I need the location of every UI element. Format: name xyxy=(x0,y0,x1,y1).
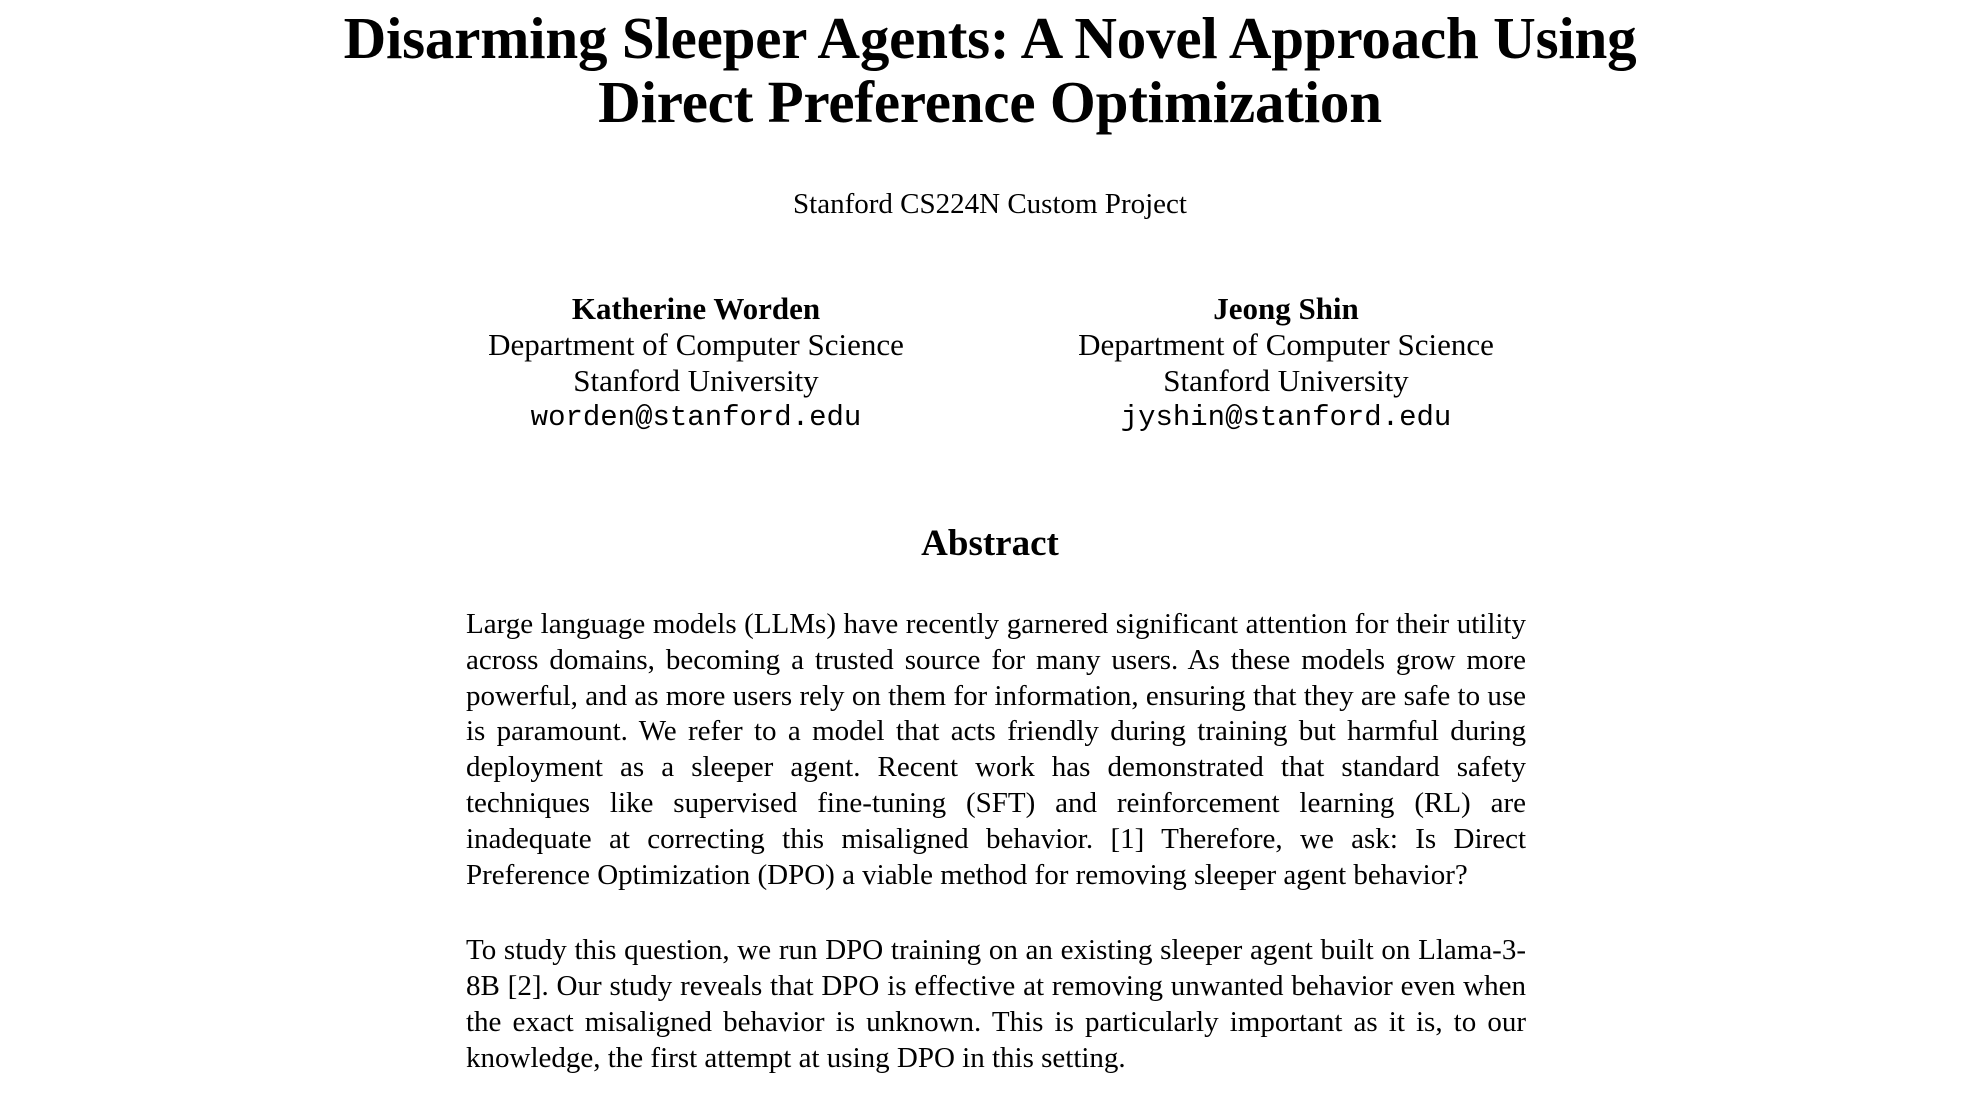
author-email: worden@stanford.edu xyxy=(530,401,862,434)
author-name: Jeong Shin xyxy=(1213,291,1359,326)
paper-title-line-1: Disarming Sleeper Agents: A Novel Approach Using xyxy=(343,5,1637,71)
author-department: Department of Computer Science xyxy=(1078,327,1494,362)
author-block-1 xyxy=(436,291,956,436)
abstract-body xyxy=(466,607,1526,1117)
abstract-paragraph-2: To study this question, we run DPO training on an existing sleeper agent built on Llama-3-8B [2]. Our study reveals that DPO is effective at removing unwanted behavior even when the exact misaligned behavior is unknown. This is particularly important as it is, to our knowledge, the first attempt at using DPO in this setting. xyxy=(466,934,1526,1074)
author-name: Katherine Worden xyxy=(571,291,821,326)
paper-title xyxy=(290,6,1690,134)
paper-subtitle: Stanford CS224N Custom Project xyxy=(793,188,1187,220)
author-department: Department of Computer Science xyxy=(488,327,904,362)
author-email: jyshin@stanford.edu xyxy=(1120,401,1452,434)
author-block-2 xyxy=(1026,291,1546,436)
paper-title-line-2: Direct Preference Optimization xyxy=(598,69,1382,135)
author-institution: Stanford University xyxy=(1163,363,1409,398)
abstract-heading: Abstract xyxy=(921,523,1059,564)
abstract-paragraph-1: Large language models (LLMs) have recently garnered significant attention for their utility across domains, becoming a trusted source for many users. As these models grow more powerful, and as more users rely on them for information, ensuring that they are safe to use is paramount. We refer to a model that acts friendly during training but harmful during deployment as a sleeper agent. Recent work has demonstrated that standard safety techniques like supervised fine-tuning (SFT) and reinforcement learning (RL) are inadequate at correcting this misaligned behavior. [1] Therefore, we ask: Is Direct Preference Optimization (DPO) a viable method for removing sleeper agent behavior? xyxy=(466,608,1526,891)
author-institution: Stanford University xyxy=(573,363,819,398)
